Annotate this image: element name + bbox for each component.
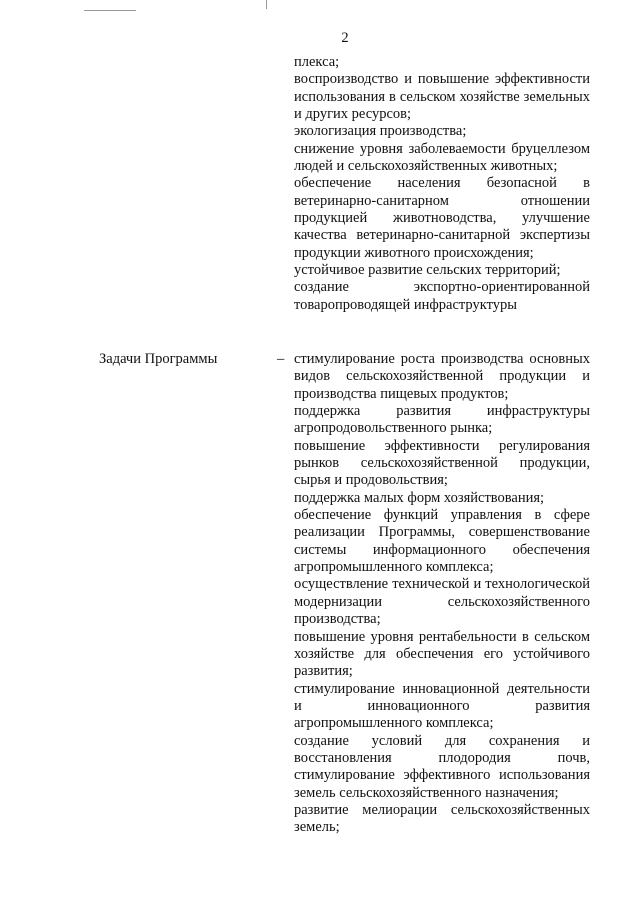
task-item: поддержка развития инфраструктуры агропродовольственного рынка; bbox=[294, 403, 590, 437]
goal-item: плекса; bbox=[294, 54, 340, 70]
goal-item: экологизация производства; bbox=[294, 123, 467, 140]
task-item: поддержка малых форм хозяйствования; bbox=[294, 489, 545, 506]
program-tasks-list bbox=[294, 351, 590, 837]
scan-edge-mark-top-left bbox=[84, 10, 136, 11]
task-item: стимулирование роста производства основных видов сельскохозяйственной продукции и производства пищевых продуктов; bbox=[294, 351, 590, 402]
task-item: развитие мелиорации сельскохозяйственных земель; bbox=[294, 801, 590, 836]
tasks-section-label: Задачи Программы bbox=[99, 351, 218, 367]
task-item: обеспечение функций управления в сфере реализации Программы, совершенствование системы информационного обеспечения агропромышленного комплекса; bbox=[294, 507, 590, 576]
goal-item: снижение уровня заболеваемости бруцеллезом людей и сельскохозяйственных животных; bbox=[294, 140, 590, 175]
goal-item: создание экспортно-ориентированной товаропроводящей инфраструктуры bbox=[294, 279, 590, 313]
task-item: повышение эффективности регулирования рынков сельскохозяйственной продукции, сырья и продовольствия; bbox=[294, 437, 590, 489]
task-item: повышение уровня рентабельности в сельском хозяйстве для обеспечения его устойчивого развития; bbox=[294, 628, 590, 680]
scan-edge-mark-top-center bbox=[266, 0, 267, 9]
goal-item: воспроизводство и повышение эффективности использования в сельском хозяйстве земельных и других ресурсов; bbox=[294, 71, 590, 123]
goal-item: обеспечение населения безопасной в ветеринарно-санитарном отношении продукцией животноводства, улучшение качества ветеринарно-санитарной экспертизы продукции животного происхождения; bbox=[294, 175, 590, 261]
task-item: осуществление технической и технологической модернизации сельскохозяйственного производства; bbox=[294, 576, 590, 628]
tasks-dash: – bbox=[277, 351, 285, 367]
task-item: создание условий для сохранения и восстановления плодородия почв, стимулирование эффективного использования земель сельскохозяйственного назначения; bbox=[294, 732, 590, 801]
goal-item: устойчивое развитие сельских территорий; bbox=[294, 262, 561, 279]
task-item: стимулирование инновационной деятельности и инновационного развития агропромышленного комплекса; bbox=[294, 680, 590, 732]
page-number: 2 bbox=[341, 30, 349, 46]
program-goals-continued bbox=[294, 54, 590, 314]
